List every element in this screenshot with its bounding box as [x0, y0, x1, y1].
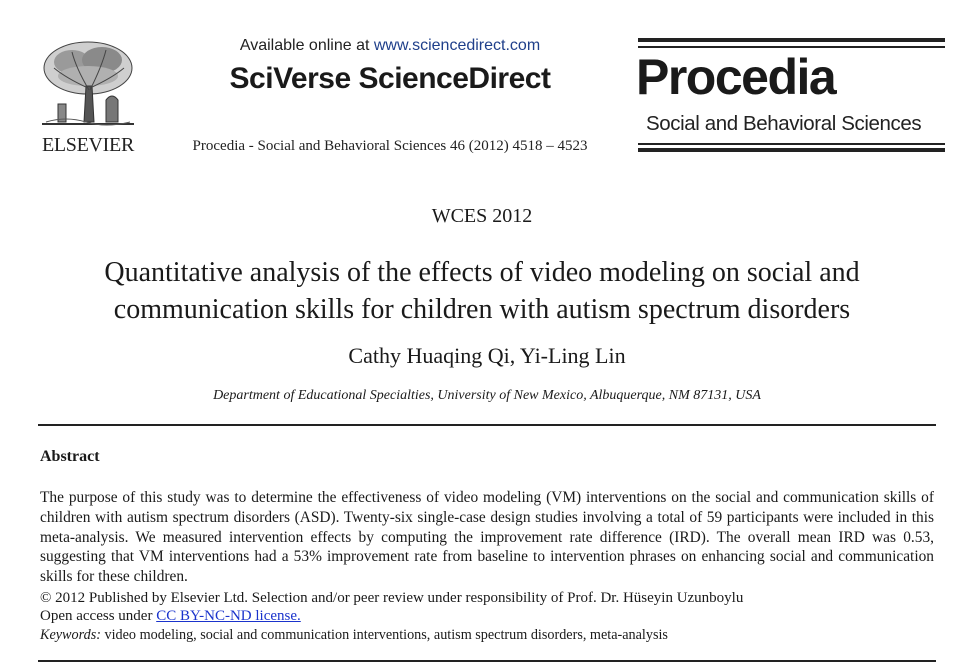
open-access-line	[40, 608, 301, 625]
available-prefix: Available online at	[239, 37, 370, 54]
paper-title-line-2: communication skills for children with autism spectrum disorders	[113, 294, 851, 325]
abstract-rule-bottom	[38, 660, 936, 662]
available-online-line	[190, 37, 590, 55]
keywords-text: video modeling, social and communication interventions, autism spectrum disorders, meta-analysis	[104, 627, 668, 643]
keywords-label: Keywords:	[40, 627, 101, 643]
paper-title-line-1: Quantitative analysis of the effects of video modeling on social and	[104, 257, 860, 288]
conference-name: WCES 2012	[431, 205, 533, 227]
abstract-heading: Abstract	[40, 448, 100, 465]
elsevier-wordmark: ELSEVIER	[41, 134, 135, 156]
elsevier-tree-icon	[36, 38, 140, 134]
keywords-line	[40, 627, 668, 644]
authors: Cathy Huaqing Qi, Yi-Ling Lin	[348, 343, 626, 368]
procedia-rule-bottom-thick	[638, 148, 945, 152]
abstract-body: The purpose of this study was to determine the effectiveness of video modeling (VM) interventions on the social and communication skills of children with autism spectrum disorders (ASD). Twenty-six single-case design studies involving a total of 59 participants were included in this meta-analysis. We measured intervention effects by computing the improvement rate difference (IRD). The overall mean IRD was 0.53, suggesting that VM interventions had a 53% improvement rate from baseline to intervention phrases on enhancing social and communication skills for these children.	[40, 489, 934, 586]
procedia-rule-bottom-thin	[638, 143, 945, 145]
procedia-rule-top-thick	[638, 38, 945, 42]
license-link[interactable]: CC BY-NC-ND license.	[156, 608, 301, 624]
open-access-prefix: Open access under	[40, 608, 153, 624]
paper-title	[20, 254, 944, 328]
procedia-subtitle: Social and Behavioral Sciences	[646, 112, 922, 135]
procedia-rule-top-thin	[638, 46, 945, 48]
affiliation: Department of Educational Specialties, University of New Mexico, Albuquerque, NM 87131, USA	[213, 388, 761, 403]
sciencedirect-url[interactable]: www.sciencedirect.com	[373, 37, 541, 54]
journal-citation: Procedia - Social and Behavioral Sciences 46 (2012) 4518 – 4523	[192, 138, 588, 154]
copyright-line: © 2012 Published by Elsevier Ltd. Selection and/or peer review under responsibility of Prof. Dr. Hüseyin Uzunboylu	[40, 590, 744, 606]
procedia-title: Procedia	[636, 49, 836, 105]
platform-title: SciVerse ScienceDirect	[229, 62, 551, 95]
abstract-rule-top	[38, 424, 936, 426]
elsevier-logo	[36, 38, 140, 156]
